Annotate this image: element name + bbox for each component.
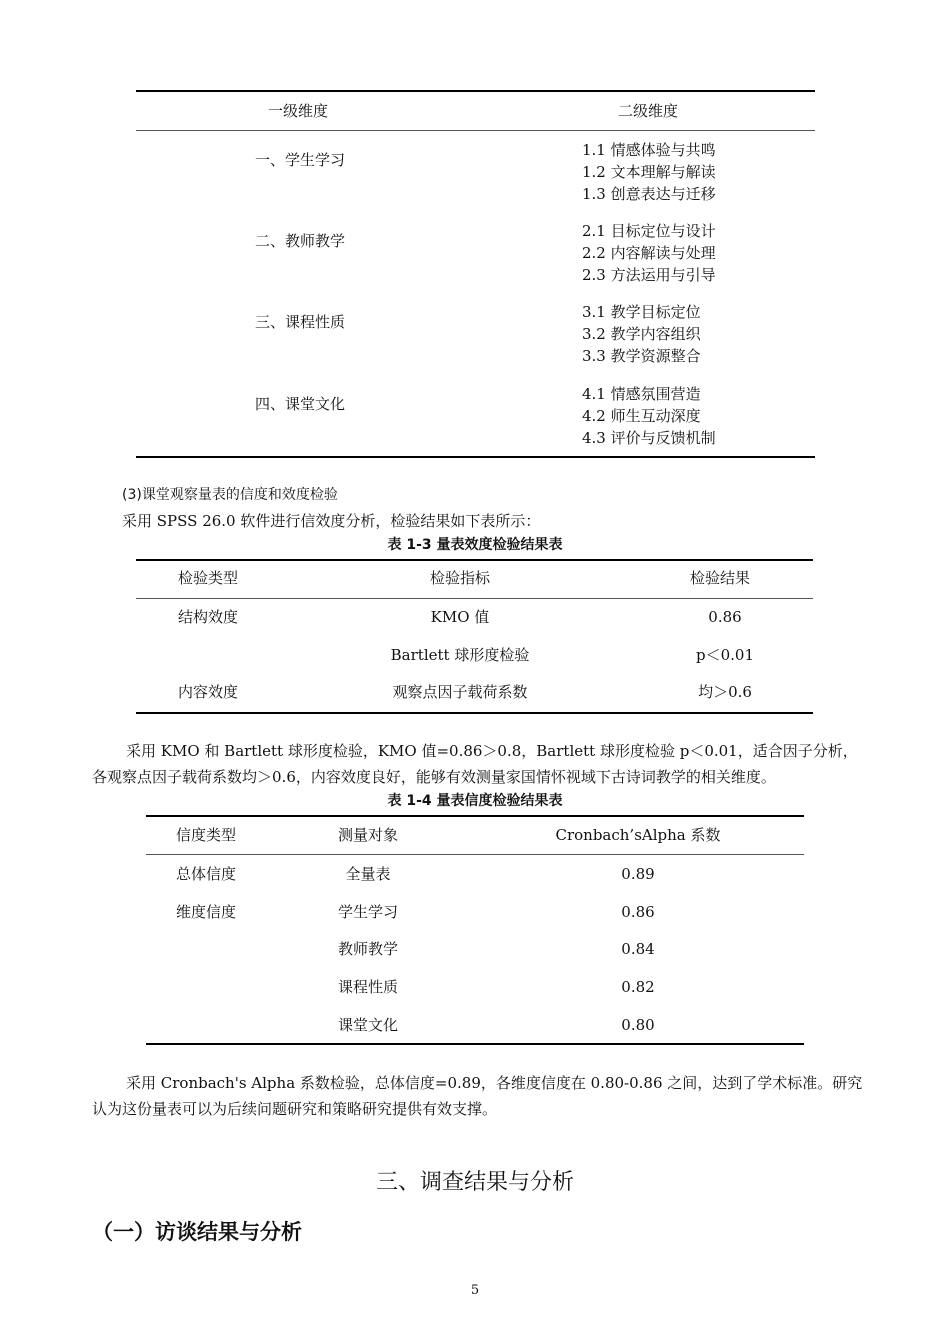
- table13-header-indicator: 检验指标: [429, 569, 490, 587]
- dimension-item: 2.3 方法运用与引导: [582, 266, 716, 284]
- table14-cell: 0.82: [621, 978, 655, 996]
- table14-cell: 0.80: [621, 1016, 655, 1034]
- table14-cell: 学生学习: [337, 903, 398, 921]
- table14-cell: 维度信度: [175, 903, 236, 921]
- dimension-item: 1.1 情感体验与共鸣: [582, 141, 716, 159]
- dimension-row-1-level1: 一、学生学习: [255, 151, 346, 169]
- table14-cell: 0.86: [621, 903, 655, 921]
- table14-cell: 教师教学: [337, 940, 398, 958]
- table13-cell: 观察点因子载荷系数: [392, 683, 528, 701]
- dimension-item: 3.1 教学目标定位: [582, 303, 701, 321]
- page-number: 5: [470, 1283, 480, 1298]
- table13-header-rule: [136, 598, 813, 599]
- dimension-item: 1.3 创意表达与迁移: [582, 185, 716, 203]
- table13-caption: 表 1-3 量表效度检验结果表: [387, 537, 563, 553]
- table14-header-object: 测量对象: [337, 826, 398, 844]
- subsection-title: （一）访谈结果与分析: [92, 1220, 302, 1244]
- dimension-item: 2.2 内容解读与处理: [582, 244, 716, 262]
- table13-cell: 均＞0.6: [698, 683, 752, 701]
- table14-bottom-rule: [146, 1043, 804, 1045]
- dimension-item: 1.2 文本理解与解读: [582, 163, 716, 181]
- dimension-item: 2.1 目标定位与设计: [582, 222, 716, 240]
- table14-cell: 0.84: [621, 940, 655, 958]
- paragraph-reliability: 采用 Cronbach's Alpha 系数检验，总体信度=0.89，各维度信度在 0.80-0.86 之间，达到了学术标准。研究认为这份量表可以为后续问题研究和策略研究提供有效支撑。: [92, 1074, 863, 1118]
- dimension-row-4-level2: [582, 383, 716, 449]
- table13-top-rule: [136, 559, 813, 561]
- table13-bottom-rule: [136, 712, 813, 714]
- dimension-row-2-level2: [582, 220, 716, 286]
- dimension-item: 4.3 评价与反馈机制: [582, 429, 716, 447]
- dimension-row-3-level2: [582, 301, 701, 367]
- table14-header-rule: [146, 854, 804, 855]
- dimension-item: 4.2 师生互动深度: [582, 407, 701, 425]
- table14-cell: 全量表: [345, 865, 391, 883]
- dimension-item: 3.2 教学内容组织: [582, 325, 701, 343]
- dimension-table-bottom-rule: [136, 456, 815, 458]
- section-title: 三、调查结果与分析: [375, 1170, 574, 1195]
- section3-heading: (3)课堂观察量表的信度和效度检验: [122, 487, 338, 503]
- section3-intro: 采用 SPSS 26.0 软件进行信效度分析，检验结果如下表所示：: [122, 512, 541, 530]
- dimension-header-level1: 一级维度: [268, 102, 329, 120]
- table13-cell: Bartlett 球形度检验: [390, 646, 530, 664]
- dimension-header-level2: 二级维度: [618, 102, 679, 120]
- dimension-table-header-rule: [136, 130, 815, 131]
- dimension-row-4-level1: 四、课堂文化: [255, 395, 346, 413]
- table13-cell: KMO 值: [430, 608, 490, 626]
- dimension-item: 3.3 教学资源整合: [582, 347, 701, 365]
- table13-cell: p＜0.01: [695, 646, 754, 664]
- dimension-row-2-level1: 二、教师教学: [255, 232, 346, 250]
- table14-header-type: 信度类型: [175, 826, 236, 844]
- table13-header-result: 检验结果: [689, 569, 750, 587]
- dimension-table-top-rule: [136, 90, 815, 92]
- table14-caption: 表 1-4 量表信度检验结果表: [387, 793, 563, 809]
- table14-cell: 总体信度: [175, 865, 236, 883]
- table14-cell: 课堂文化: [337, 1016, 398, 1034]
- table14-top-rule: [146, 815, 804, 817]
- dimension-row-1-level2: [582, 139, 716, 205]
- dimension-item: 4.1 情感氛围营造: [582, 385, 701, 403]
- table14-header-alpha: Cronbach’sAlpha 系数: [555, 826, 721, 844]
- paragraph-validity: 采用 KMO 和 Bartlett 球形度检验，KMO 值=0.86＞0.8，Bartlett 球形度检验 p＜0.01，适合因子分析，各观察点因子载荷系数均＞0.6，内容效度良好，能够有效测量家国情怀视域下古诗词教学的相关维度。: [92, 742, 858, 786]
- table13-cell: 结构效度: [177, 608, 238, 626]
- dimension-row-3-level1: 三、课程性质: [255, 313, 346, 331]
- table13-cell: 0.86: [708, 608, 742, 626]
- table14-cell: 课程性质: [337, 978, 398, 996]
- table13-header-type: 检验类型: [177, 569, 238, 587]
- table14-cell: 0.89: [621, 865, 655, 883]
- table13-cell: 内容效度: [177, 683, 238, 701]
